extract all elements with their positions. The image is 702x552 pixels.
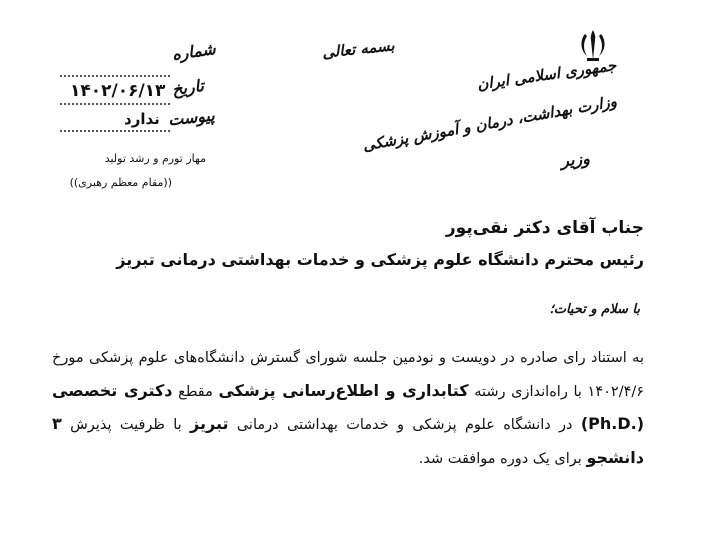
letter-body [52,343,644,475]
number-label: شماره [170,39,217,64]
body-text-2: مقطع [178,383,213,400]
body-text-3: در دانشگاه علوم پزشکی و خدمات بهداشتی درمانی [236,417,573,433]
date-dotted-line [60,103,170,105]
slogan: مهار تورم و رشد تولید [104,152,206,165]
minister-title: وزیر [560,148,591,171]
body-text-4: با ظرفیت پذیرش [70,417,182,433]
date-label: تاریخ [170,75,206,100]
ministry-name: وزارت بهداشت، درمان و آموزش پزشکی [360,92,618,155]
basmala: بسمه تعالی [321,36,396,62]
body-text-5: برای یک دوره موافقت شد. [418,450,582,467]
slogan-source: ((مقام معظم رهبری)) [69,176,172,189]
addressee-title: رئیس محترم دانشگاه علوم پزشکی و خدمات بهداشتی درمانی تبریز [116,250,644,269]
attachment-label: پیوست [167,105,216,130]
capacity: ۳ دانشجو [52,414,644,467]
degree-name: دکتری تخصصی (.Ph.D) [52,380,645,433]
number-dotted-line [60,75,170,77]
field-name: کتابداری و اطلاع‌رسانی پزشکی [218,380,469,400]
greeting: با سلام و تحیات؛ [549,302,640,317]
body-text-1: به استناد رای صادره در دویست و نودمین جلسه شورای گسترش دانشگاه‌های علوم پزشکی مورخ ۱۴۰۲/۴/۶ با راه‌اندازی رشته [52,350,645,400]
addressee: جناب آقای دکتر نقی‌پور [445,218,644,238]
attachment-dotted-line [60,130,170,132]
republic-name: جمهوری اسلامی ایران [476,56,618,94]
date-value: ۱۴۰۲/۰۶/۱۳ [70,81,166,101]
city-name: تبریز [190,414,229,433]
attachment-value: ندارد [124,110,160,128]
